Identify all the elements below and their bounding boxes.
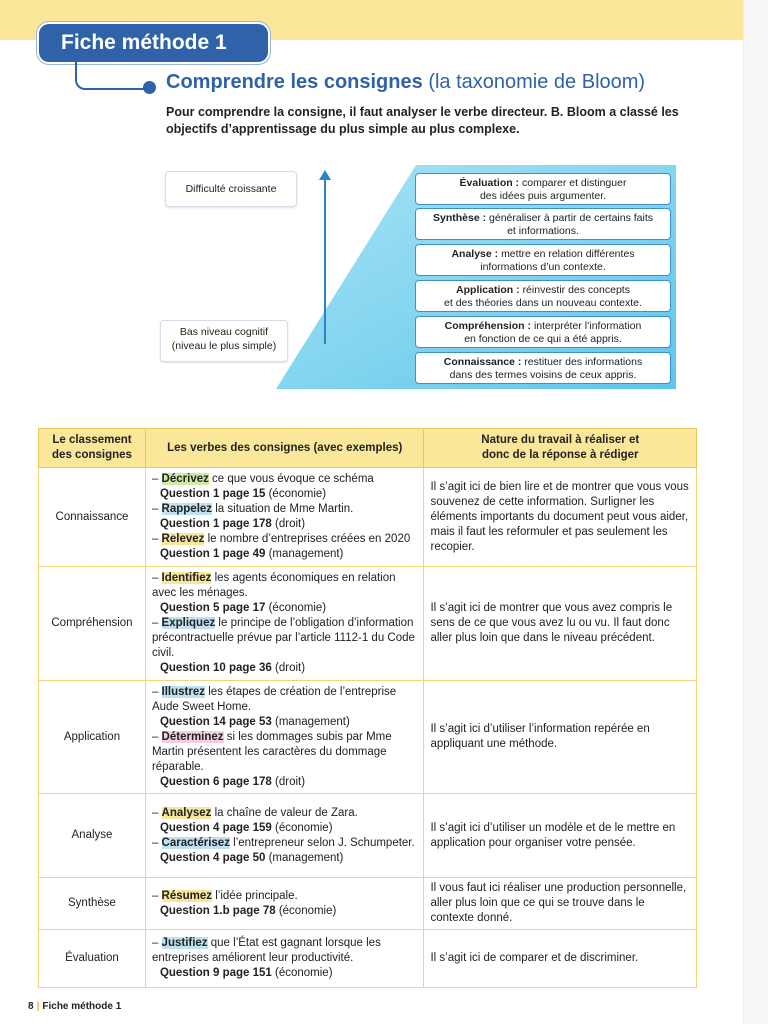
arrow-head-icon xyxy=(319,170,331,180)
level-analyse: Analyse : mettre en relation différentes informations d’un contexte. xyxy=(415,244,671,276)
question-ref: Question 9 page 151 xyxy=(159,967,272,979)
directive-verb: Décrivez xyxy=(161,473,209,485)
page-number: 8 xyxy=(28,1001,34,1012)
table-row xyxy=(39,681,697,794)
table-row xyxy=(39,794,697,878)
title-rest: (la taxonomie de Bloom) xyxy=(428,71,646,93)
footer-label: Fiche méthode 1 xyxy=(42,1001,122,1012)
low-level-line2: (niveau le plus simple) xyxy=(171,340,277,352)
directive-verb: Déterminez xyxy=(161,730,224,743)
page-title xyxy=(166,71,645,94)
level-comprehension: Compréhension : interpréter l’information en fonction de ce qui a été appris. xyxy=(415,316,671,348)
verb-text: que l’État est gagnant lorsque les entreprises améliorent leur productivité. xyxy=(151,937,381,964)
verb-text: l’entrepreneur selon J. Schumpeter. xyxy=(229,836,415,849)
intro-text: Pour comprendre la consigne, il faut analyser le verbe directeur. B. Bloom a classé les objectifs d’apprentissage du plus simple au plus complexe. xyxy=(166,105,679,136)
row-nature: Il s’agit ici de comparer et de discriminer. xyxy=(424,930,697,988)
row-category: Analyse xyxy=(39,794,146,878)
title-bold: Comprendre les consignes xyxy=(166,71,423,93)
directive-verb: Justifiez xyxy=(161,937,208,949)
question-ref: Question 6 page 178 xyxy=(159,775,272,788)
table-row xyxy=(39,878,697,930)
question-domain: (management) xyxy=(265,851,344,864)
verb-text: l’idée principale. xyxy=(212,889,298,902)
verb-example: – Relevez le nombre d’entreprises créées en 2020 Question 1 page 49 (management) xyxy=(151,533,411,560)
question-domain: (économie) xyxy=(271,967,333,979)
title-dot xyxy=(143,81,156,94)
header-verbes: Les verbes des consignes (avec exemples) xyxy=(145,429,424,468)
verb-text: les étapes de création de l’entreprise Aude Sweet Home. xyxy=(151,685,397,713)
question-domain: (économie) xyxy=(265,602,327,614)
row-verbs xyxy=(145,794,424,878)
question-domain: (management) xyxy=(271,715,350,728)
row-verbs xyxy=(145,468,424,567)
table-row xyxy=(39,567,697,681)
verb-example: – Résumez l’idée principale. Question 1.b page 78 (économie) xyxy=(151,889,337,917)
level-application: Application : réinvestir des concepts et des théories dans un nouveau contexte. xyxy=(415,280,671,312)
row-verbs xyxy=(145,567,424,681)
question-ref: Question 5 page 17 xyxy=(159,602,266,614)
verb-example: – Caractérisez l’entrepreneur selon J. Schumpeter. Question 4 page 50 (management) xyxy=(151,836,415,864)
question-ref: Question 1.b page 78 xyxy=(159,904,276,917)
row-nature: Il s’agit ici d’utiliser un modèle et de le mettre en application pour organiser votre pensée. xyxy=(424,794,697,878)
row-verbs xyxy=(145,930,424,988)
level-connaissance: Connaissance : restituer des informations dans des termes voisins de ceux appris. xyxy=(415,352,671,384)
question-domain: (économie) xyxy=(265,488,327,500)
verb-example: – Justifiez que l’État est gagnant lorsque les entreprises améliorent leur productivité. Question 9 page 151 (économie) xyxy=(151,937,381,979)
question-ref: Question 4 page 50 xyxy=(159,851,266,864)
header-classement: Le classement des consignes xyxy=(39,429,146,468)
question-ref: Question 10 page 36 xyxy=(159,662,272,674)
page-edge xyxy=(743,0,768,1024)
verb-text: le principe de l’obligation d’information précontractuelle prévue par l’article 1112-1 du Code civil. xyxy=(151,617,415,659)
table-row xyxy=(39,468,697,567)
directive-verb: Expliquez xyxy=(161,617,216,629)
header-nature: Nature du travail à réaliser et donc de la réponse à rédiger xyxy=(424,429,697,468)
verb-text: le nombre d’entreprises créées en 2020 xyxy=(204,533,411,545)
verb-text: la situation de Mme Martin. xyxy=(212,503,354,515)
row-category: Connaissance xyxy=(39,468,146,567)
row-verbs xyxy=(145,878,424,930)
question-domain: (économie) xyxy=(271,821,333,834)
directive-verb: Rappelez xyxy=(161,503,213,515)
directive-verb: Relevez xyxy=(161,533,205,545)
directive-verb: Illustrez xyxy=(161,685,206,698)
question-domain: (droit) xyxy=(271,518,306,530)
table-header-row xyxy=(39,429,697,468)
verb-text: ce que vous évoque ce schéma xyxy=(208,473,374,485)
row-category: Synthèse xyxy=(39,878,146,930)
level-evaluation: Évaluation : comparer et distinguer des idées puis argumenter. xyxy=(415,173,671,205)
question-domain: (droit) xyxy=(271,775,306,788)
verb-text: la chaîne de valeur de Zara. xyxy=(211,806,358,819)
directive-verb: Analysez xyxy=(161,806,212,819)
question-ref: Question 14 page 53 xyxy=(159,715,272,728)
difficulty-arrow xyxy=(324,176,326,344)
directive-verb: Résumez xyxy=(161,889,213,902)
row-category: Compréhension xyxy=(39,567,146,681)
verb-example: – Rappelez la situation de Mme Martin. Question 1 page 178 (droit) xyxy=(151,503,354,530)
table-row xyxy=(39,930,697,988)
question-domain: (économie) xyxy=(275,904,337,917)
low-level-line1: Bas niveau cognitif xyxy=(179,326,269,338)
low-level-label xyxy=(160,320,288,362)
question-domain: (management) xyxy=(265,548,344,560)
fiche-label: Fiche méthode 1 xyxy=(39,24,268,62)
verb-example: – Illustrez les étapes de création de l’entreprise Aude Sweet Home. Question 14 page 53 (management) xyxy=(151,685,397,728)
verb-text: les agents économiques en relation avec les ménages. xyxy=(151,572,396,599)
verb-example: – Décrivez ce que vous évoque ce schéma Question 1 page 15 (économie) xyxy=(151,473,374,500)
row-nature: Il s’agit ici de montrer que vous avez compris le sens de ce que vous avez lu ou vu. Il faut donc aller plus loin que dans le niveau précédent. xyxy=(424,567,697,681)
row-category: Évaluation xyxy=(39,930,146,988)
question-ref: Question 1 page 178 xyxy=(159,518,272,530)
question-ref: Question 1 page 15 xyxy=(159,488,266,500)
level-synthese: Synthèse : généraliser à partir de certains faits et informations. xyxy=(415,208,671,240)
page-footer xyxy=(28,1001,121,1012)
footer-separator: | xyxy=(36,1001,40,1012)
verb-example: – Identifiez les agents économiques en relation avec les ménages. Question 5 page 17 (économie) xyxy=(151,572,396,614)
verb-example: – Expliquez le principe de l’obligation d’information précontractuelle prévue par l’article 1112-1 du Code civil. Question 10 page 36 (droit) xyxy=(151,617,415,674)
top-band-scallop xyxy=(270,34,745,48)
directive-verb: Caractérisez xyxy=(161,836,230,849)
difficulty-label: Difficulté croissante xyxy=(165,171,297,207)
row-nature: Il s’agit ici de bien lire et de montrer que vous vous souvenez de cette information. Surligner les éléments importants du document peut vous aider, mais il faut les reformuler et pas seulement les recopier. xyxy=(424,468,697,567)
method-table xyxy=(38,428,697,988)
verb-text: si les dommages subis par Mme Martin présentent les caractères du dommage réparable. xyxy=(151,730,392,773)
question-ref: Question 4 page 159 xyxy=(159,821,272,834)
verb-example: – Analysez la chaîne de valeur de Zara. Question 4 page 159 (économie) xyxy=(151,806,358,834)
row-nature: Il vous faut ici réaliser une production personnelle, aller plus loin que ce qui se trouve dans le contexte donné. xyxy=(424,878,697,930)
row-nature: Il s’agit ici d’utiliser l’information repérée en appliquant une méthode. xyxy=(424,681,697,794)
row-category: Application xyxy=(39,681,146,794)
question-ref: Question 1 page 49 xyxy=(159,548,266,560)
verb-example: – Déterminez si les dommages subis par Mme Martin présentent les caractères du dommage réparable. Question 6 page 178 (droit) xyxy=(151,730,392,788)
directive-verb: Identifiez xyxy=(161,572,212,584)
row-verbs xyxy=(145,681,424,794)
connector-line xyxy=(75,62,149,90)
question-domain: (droit) xyxy=(271,662,306,674)
